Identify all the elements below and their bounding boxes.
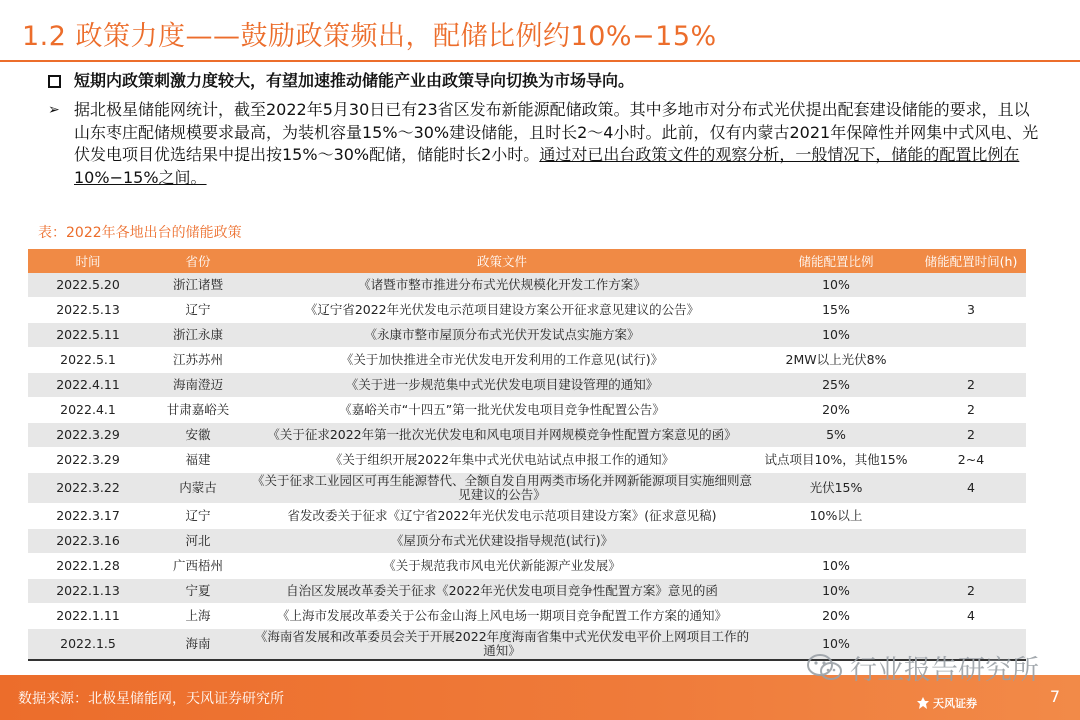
wechat-icon xyxy=(806,653,844,683)
cell-policy-document: 《屋顶分布式光伏建设指导规范(试行)》 xyxy=(248,529,756,554)
title-divider xyxy=(0,60,1080,62)
cell-date: 2022.5.1 xyxy=(28,348,148,373)
cell-policy-document: 《关于进一步规范集中式光伏发电项目建设管理的通知》 xyxy=(248,373,756,398)
cell-date: 2022.3.16 xyxy=(28,529,148,554)
table-row xyxy=(28,604,1026,629)
cell-storage-ratio: 10% xyxy=(756,273,916,298)
cell-date: 2022.5.13 xyxy=(28,298,148,323)
cell-policy-document: 《诸暨市整市推进分布式光伏规模化开发工作方案》 xyxy=(248,273,756,298)
table-row xyxy=(28,373,1026,398)
cell-storage-ratio: 试点项目10%，其他15% xyxy=(756,448,916,473)
cell-storage-hours xyxy=(916,323,1026,348)
cell-province: 海南 xyxy=(148,629,248,661)
cell-storage-hours: 4 xyxy=(916,473,1026,504)
cell-storage-ratio: 10% xyxy=(756,579,916,604)
cell-policy-document: 《关于组织开展2022年集中式光伏电站试点申报工作的通知》 xyxy=(248,448,756,473)
table-row xyxy=(28,298,1026,323)
cell-storage-ratio: 15% xyxy=(756,298,916,323)
bullet-2-body xyxy=(74,99,1040,189)
table-row xyxy=(28,348,1026,373)
cell-province: 江苏苏州 xyxy=(148,348,248,373)
table-header-row xyxy=(28,249,1026,273)
cell-storage-hours: 2 xyxy=(916,579,1026,604)
column-header: 时间 xyxy=(28,249,148,273)
cell-province: 浙江永康 xyxy=(148,323,248,348)
cell-province: 河北 xyxy=(148,529,248,554)
cell-policy-document: 《嘉峪关市“十四五”第一批光伏发电项目竞争性配置公告》 xyxy=(248,398,756,423)
cell-storage-ratio: 20% xyxy=(756,604,916,629)
column-header: 政策文件 xyxy=(248,249,756,273)
table-row xyxy=(28,323,1026,348)
cell-policy-document: 《辽宁省2022年光伏发电示范项目建设方案公开征求意见建议的公告》 xyxy=(248,298,756,323)
cell-storage-hours: 3 xyxy=(916,298,1026,323)
cell-date: 2022.1.28 xyxy=(28,554,148,579)
cell-date: 2022.3.29 xyxy=(28,423,148,448)
bullet-2 xyxy=(48,99,1040,189)
cell-storage-hours: 2 xyxy=(916,373,1026,398)
policy-table xyxy=(28,249,1026,661)
table-row xyxy=(28,504,1026,529)
cell-storage-hours: 2~4 xyxy=(916,448,1026,473)
cell-storage-hours xyxy=(916,348,1026,373)
cell-policy-document: 《关于征求2022年第一批次光伏发电和风电项目并网规模竞争性配置方案意见的函》 xyxy=(248,423,756,448)
cell-date: 2022.1.11 xyxy=(28,604,148,629)
cell-province: 辽宁 xyxy=(148,504,248,529)
company-logo xyxy=(916,695,977,711)
logo-text: 天风证券 xyxy=(933,697,977,710)
cell-date: 2022.5.11 xyxy=(28,323,148,348)
cell-storage-ratio xyxy=(756,529,916,554)
cell-province: 宁夏 xyxy=(148,579,248,604)
page-title: 1.2 政策力度——鼓励政策频出，配储比例约10%−15% xyxy=(22,21,717,52)
cell-storage-ratio: 10% xyxy=(756,629,916,661)
cell-policy-document: 《关于加快推进全市光伏发电开发利用的工作意见(试行)》 xyxy=(248,348,756,373)
cell-date: 2022.3.29 xyxy=(28,448,148,473)
cell-storage-hours: 2 xyxy=(916,398,1026,423)
cell-province: 内蒙古 xyxy=(148,473,248,504)
table-row xyxy=(28,554,1026,579)
cell-province: 海南澄迈 xyxy=(148,373,248,398)
arrow-bullet-icon: ➢ xyxy=(48,102,60,118)
column-header: 省份 xyxy=(148,249,248,273)
cell-storage-hours xyxy=(916,504,1026,529)
cell-date: 2022.4.11 xyxy=(28,373,148,398)
cell-policy-document: 自治区发展改革委关于征求《2022年光伏发电项目竞争性配置方案》意见的函 xyxy=(248,579,756,604)
cell-date: 2022.1.13 xyxy=(28,579,148,604)
table-row xyxy=(28,423,1026,448)
cell-storage-ratio: 10% xyxy=(756,323,916,348)
cell-date: 2022.4.1 xyxy=(28,398,148,423)
table-row xyxy=(28,398,1026,423)
table-row xyxy=(28,529,1026,554)
cell-policy-document: 《永康市整市屋顶分布式光伏开发试点实施方案》 xyxy=(248,323,756,348)
cell-province: 浙江诸暨 xyxy=(148,273,248,298)
watermark-text: 行业报告研究所 xyxy=(850,655,1039,686)
cell-policy-document: 《上海市发展改革委关于公布金山海上风电场一期项目竞争配置工作方案的通知》 xyxy=(248,604,756,629)
cell-date: 2022.3.17 xyxy=(28,504,148,529)
cell-storage-ratio: 10% xyxy=(756,554,916,579)
cell-storage-ratio: 10%以上 xyxy=(756,504,916,529)
cell-storage-ratio: 5% xyxy=(756,423,916,448)
cell-storage-hours xyxy=(916,529,1026,554)
cell-storage-hours xyxy=(916,273,1026,298)
cell-province: 上海 xyxy=(148,604,248,629)
cell-storage-ratio: 2MW以上光伏8% xyxy=(756,348,916,373)
table-row xyxy=(28,273,1026,298)
cell-policy-document: 省发改委关于征求《辽宁省2022年光伏发电示范项目建设方案》(征求意见稿) xyxy=(248,504,756,529)
cell-date: 2022.3.22 xyxy=(28,473,148,504)
cell-storage-hours xyxy=(916,554,1026,579)
column-header: 储能配置比例 xyxy=(756,249,916,273)
cell-policy-document: 《关于规范我市风电光伏新能源产业发展》 xyxy=(248,554,756,579)
column-header: 储能配置时间(h) xyxy=(916,249,1026,273)
cell-province: 安徽 xyxy=(148,423,248,448)
cell-storage-hours: 2 xyxy=(916,423,1026,448)
table-row xyxy=(28,448,1026,473)
table-caption: 表：2022年各地出台的储能政策 xyxy=(38,225,242,241)
page-number: 7 xyxy=(1049,687,1060,706)
bullet-1-text: 短期内政策刺激力度较大，有望加速推动储能产业由政策导向切换为市场导向。 xyxy=(74,71,635,90)
cell-date: 2022.5.20 xyxy=(28,273,148,298)
cell-storage-ratio: 20% xyxy=(756,398,916,423)
bullet-2-text: 据北极星储能网统计，截至2022年5月30日已有23省区发布新能源配储政策。其中多地市对分布式光伏提出配套建设储能的要求，且以山东枣庄配储规模要求最高，为装机容量15%～30%建设储能，且时长2～4小时。此前，仅有内蒙古2021年保障性并网集中式风电、光伏发电项目优选结果中提出按15%～30%配储，储能时长2小时。 xyxy=(74,100,1039,164)
table-row xyxy=(28,579,1026,604)
watermark xyxy=(806,648,1039,687)
cell-province: 福建 xyxy=(148,448,248,473)
bullet-2-conclusion: 通过对已出台政策文件的观察分析，一般情况下，储能的配置比例在10%−15%之间。 xyxy=(74,145,1020,187)
bullet-1 xyxy=(48,70,1040,93)
table-row xyxy=(28,473,1026,504)
cell-date: 2022.1.5 xyxy=(28,629,148,661)
cell-policy-document: 《海南省发展和改革委员会关于开展2022年度海南省集中式光伏发电平价上网项目工作的通知》 xyxy=(248,629,756,661)
table-body xyxy=(28,273,1026,660)
cell-province: 辽宁 xyxy=(148,298,248,323)
cell-province: 广西梧州 xyxy=(148,554,248,579)
cell-storage-ratio: 光伏15% xyxy=(756,473,916,504)
logo-mark-icon xyxy=(916,696,930,710)
square-bullet-icon xyxy=(48,70,68,95)
cell-storage-hours: 4 xyxy=(916,604,1026,629)
cell-storage-ratio: 25% xyxy=(756,373,916,398)
cell-province: 甘肃嘉峪关 xyxy=(148,398,248,423)
data-source: 数据来源：北极星储能网，天风证券研究所 xyxy=(18,691,284,707)
cell-policy-document: 《关于征求工业园区可再生能源替代、全额自发自用两类市场化并网新能源项目实施细则意见建议的公告》 xyxy=(248,473,756,504)
